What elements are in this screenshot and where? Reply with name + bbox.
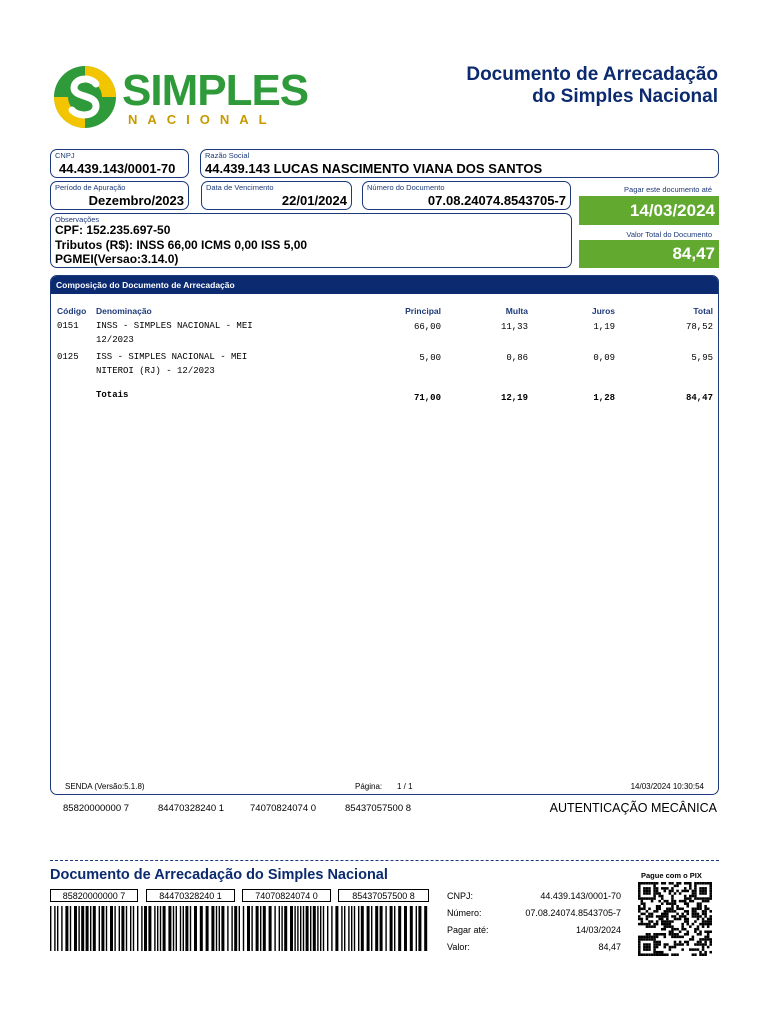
stub-valor-value: 84,47 — [598, 942, 621, 952]
header-denominacao: Denominação — [96, 306, 152, 316]
document-title-line1: Documento de Arrecadação — [466, 64, 718, 85]
pix-label: Pague com o PIX — [641, 871, 702, 880]
periodo-box — [50, 181, 189, 210]
stub-code-3: 74070824074 0 — [242, 889, 331, 902]
vencimento-value: 22/01/2024 — [281, 193, 347, 208]
senda-version: SENDA (Versão:5.1.8) — [65, 782, 145, 791]
valor-total-value: 84,47 — [579, 240, 719, 268]
row-codigo: 0151 — [57, 321, 79, 331]
totals-label: Totais — [96, 390, 129, 400]
row-denominacao: ISS - SIMPLES NACIONAL - MEI — [96, 352, 248, 362]
stub-pagar-label: Pagar até: — [447, 925, 489, 935]
periodo-label: Período de Apuração — [55, 183, 126, 192]
row-multa: 0,86 — [506, 353, 528, 363]
cnpj-label: CNPJ — [55, 151, 75, 160]
observacoes-cpf: CPF: 152.235.697-50 — [55, 223, 171, 237]
totals-principal: 71,00 — [413, 393, 441, 403]
stub-cnpj-value: 44.439.143/0001-70 — [540, 891, 621, 901]
header-principal: Principal — [405, 306, 441, 316]
simples-logo-icon — [52, 64, 118, 130]
razao-social-label: Razão Social — [205, 151, 250, 160]
linha-digitavel-2: 84470328240 1 — [158, 803, 225, 814]
observacoes-tributos: Tributos (R$): INSS 66,00 ICMS 0,00 ISS 5,00 — [55, 238, 308, 252]
linha-digitavel-1: 85820000000 7 — [63, 803, 130, 814]
barcode — [50, 906, 429, 951]
stub-numero-value: 07.08.24074.8543705-7 — [525, 908, 621, 918]
stub-numero-label: Número: — [447, 908, 482, 918]
pagar-ate-value: 14/03/2024 — [579, 196, 719, 225]
vencimento-box — [201, 181, 352, 210]
stub-code-1: 85820000000 7 — [50, 889, 138, 902]
row-total: 78,52 — [685, 322, 713, 332]
numero-documento-label: Número do Documento — [367, 183, 445, 192]
razao-social-value: 44.439.143 LUCAS NASCIMENTO VIANA DOS SANTOS — [205, 161, 543, 176]
document-title-line2: do Simples Nacional — [532, 86, 718, 107]
totals-juros: 1,28 — [593, 393, 615, 403]
observacoes-pgmei: PGMEI(Versao:3.14.0) — [55, 252, 179, 266]
row-juros: 0,09 — [593, 353, 615, 363]
composicao-title: Composição do Documento de Arrecadação — [56, 280, 235, 290]
row-juros: 1,19 — [593, 322, 615, 332]
header-codigo: Código — [57, 306, 87, 316]
stub-code-2: 84470328240 1 — [146, 889, 235, 902]
row-principal: 5,00 — [419, 353, 441, 363]
linha-digitavel-4: 85437057500 8 — [345, 803, 412, 814]
autenticacao-mecanica: AUTENTICAÇÃO MECÂNICA — [549, 801, 717, 815]
pagina-label: Página: — [355, 782, 383, 791]
logo-subtitle: NACIONAL — [128, 112, 277, 127]
footer-datetime: 14/03/2024 10:30:54 — [630, 782, 704, 791]
periodo-value: Dezembro/2023 — [88, 193, 184, 208]
header-multa: Multa — [505, 306, 528, 316]
stub-title: Documento de Arrecadação do Simples Nacional — [50, 867, 388, 883]
observacoes-box — [50, 213, 572, 268]
header-total: Total — [693, 306, 713, 316]
stub-cnpj-label: CNPJ: — [447, 891, 474, 901]
row-denominacao-cont: NITEROI (RJ) - 12/2023 — [96, 366, 215, 376]
row-total: 5,95 — [691, 353, 713, 363]
totals-multa: 12,19 — [500, 393, 528, 403]
linha-digitavel-3: 74070824074 0 — [250, 803, 317, 814]
pagar-ate-label: Pagar este documento até — [624, 185, 712, 194]
cut-line-divider — [50, 860, 719, 861]
row-principal: 66,00 — [413, 322, 441, 332]
header-juros: Juros — [591, 306, 615, 316]
logo-word: SIMPLES — [122, 66, 309, 115]
stub-pagar-value: 14/03/2024 — [575, 925, 621, 935]
pagina-value: 1 / 1 — [397, 782, 413, 791]
stub-valor-label: Valor: — [447, 942, 470, 952]
valor-total-label: Valor Total do Documento — [626, 230, 712, 239]
observacoes-label: Observações — [55, 215, 100, 224]
stub-code-4: 85437057500 8 — [338, 889, 429, 902]
row-denominacao-cont: 12/2023 — [96, 335, 134, 345]
numero-documento-box — [362, 181, 571, 210]
totals-total: 84,47 — [685, 393, 713, 403]
cnpj-box — [50, 149, 189, 178]
cnpj-value: 44.439.143/0001-70 — [59, 161, 176, 176]
row-denominacao: INSS - SIMPLES NACIONAL - MEI — [96, 321, 253, 331]
simples-nacional-logo — [52, 62, 309, 132]
pix-qr-code — [638, 882, 712, 956]
row-multa: 11,33 — [500, 322, 528, 332]
numero-documento-value: 07.08.24074.8543705-7 — [427, 193, 566, 208]
razao-social-box — [200, 149, 719, 178]
row-codigo: 0125 — [57, 352, 79, 362]
vencimento-label: Data de Vencimento — [206, 183, 274, 192]
